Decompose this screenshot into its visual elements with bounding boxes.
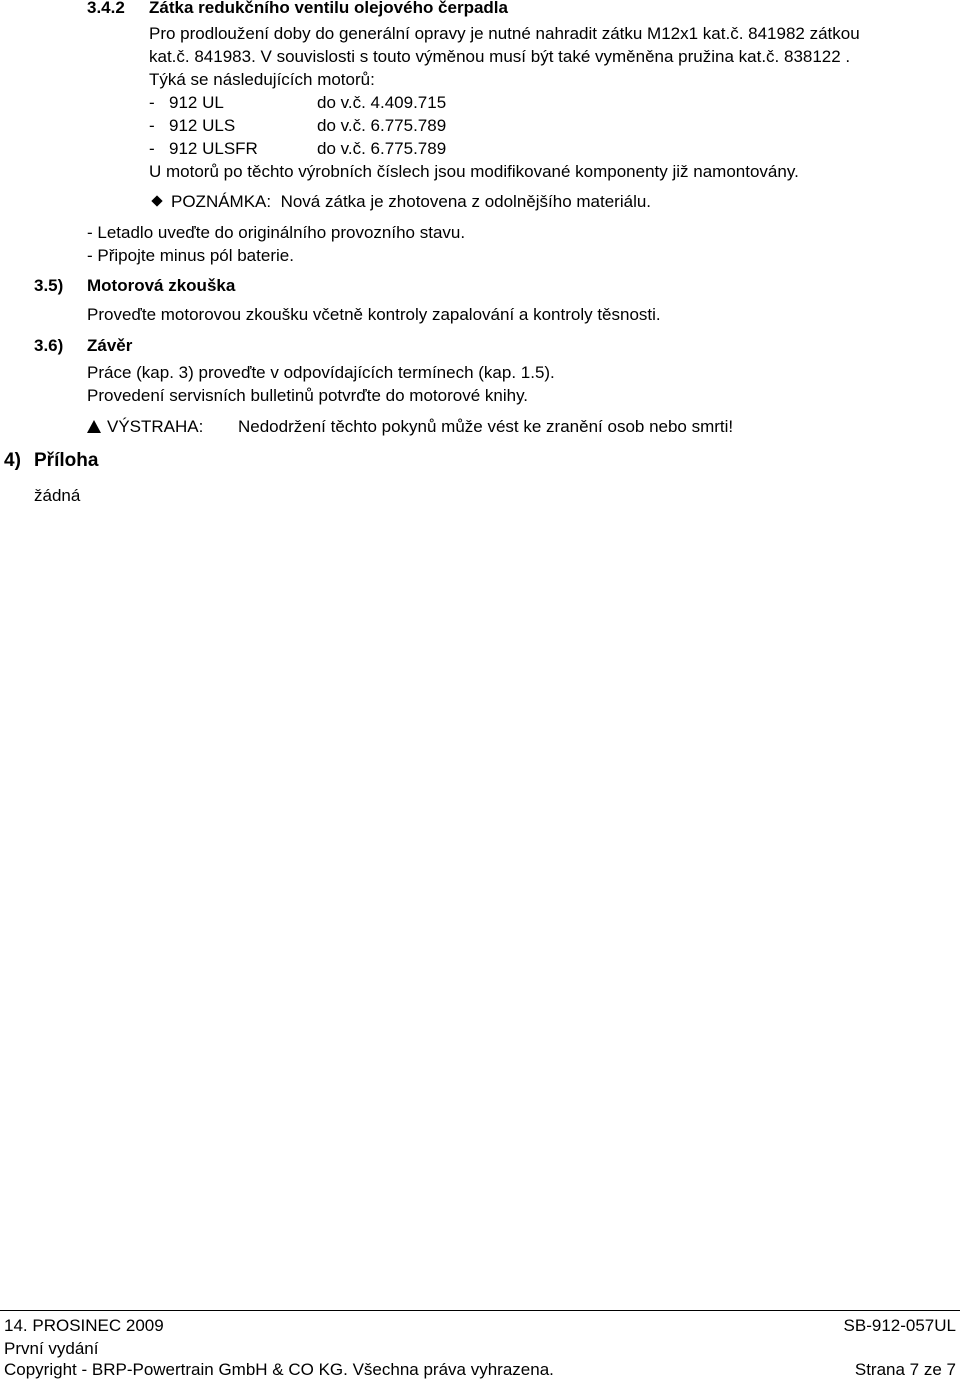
section-342-intro-line1: Pro prodloužení doby do generální opravy je nutné nahradit zátku M12x1 kat.č. 841982 zátkou — [149, 24, 860, 43]
engine-row — [149, 91, 446, 114]
affected-engines-heading: Týká se následujících motorů: — [149, 70, 375, 89]
engine-model: 912 ULSFR — [169, 139, 258, 158]
step-item: - Letadlo uveďte do originálního provozního stavu. — [87, 223, 466, 242]
engine-row — [149, 114, 446, 137]
footer-page-number: Strana 7 ze 7 — [854, 1360, 956, 1379]
note-label: POZNÁMKA: — [171, 192, 272, 211]
section-36-number: 3.6) — [34, 336, 64, 355]
section-342-title: Zátka redukčního ventilu olejového čerpadla — [149, 0, 508, 17]
warning-line — [87, 415, 203, 438]
footer-doc-id: SB-912-057UL — [843, 1316, 956, 1335]
engine-serial-limit: do v.č. 6.775.789 — [317, 116, 447, 135]
warning-triangle-icon — [87, 420, 101, 433]
footer-date: 14. PROSINEC 2009 — [4, 1316, 164, 1335]
step-item: - Připojte minus pól baterie. — [87, 246, 294, 265]
engine-model: 912 UL — [169, 93, 224, 112]
engine-row — [149, 137, 446, 160]
section-342-intro-line2: kat.č. 841983. V souvislosti s touto výměnou musí být také vyměněna pružina kat.č. 838122 . — [149, 47, 851, 66]
section-35-number: 3.5) — [34, 276, 64, 295]
section-4-title: Příloha — [34, 450, 99, 471]
footer-divider — [0, 1310, 960, 1311]
note-text: Nová zátka je zhotovena z odolnějšího materiálu. — [280, 192, 652, 211]
installed-note: U motorů po těchto výrobních číslech jsou modifikované komponenty již namontovány. — [149, 162, 799, 181]
warning-text: Nedodržení těchto pokynů může vést ke zranění osob nebo smrti! — [238, 417, 734, 436]
engine-dash: - — [149, 93, 155, 112]
section-36-line2: Provedení servisních bulletinů potvrďte do motorové knihy. — [87, 386, 529, 405]
diamond-bullet-icon — [151, 195, 162, 206]
engine-model: 912 ULS — [169, 116, 236, 135]
section-342-number: 3.4.2 — [87, 0, 125, 17]
note-line — [153, 190, 651, 213]
footer-copyright: Copyright - BRP-Powertrain GmbH & CO KG. Všechna práva vyhrazena. — [4, 1360, 554, 1379]
engine-serial-limit: do v.č. 4.409.715 — [317, 93, 447, 112]
engine-dash: - — [149, 139, 155, 158]
section-4-number: 4) — [4, 450, 21, 471]
warning-label: VÝSTRAHA: — [107, 417, 204, 436]
section-36-title: Závěr — [87, 336, 133, 355]
engine-dash: - — [149, 116, 155, 135]
section-36-line1: Práce (kap. 3) proveďte v odpovídajících termínech (kap. 1.5). — [87, 363, 555, 382]
footer-edition: První vydání — [4, 1339, 99, 1358]
section-35-text: Proveďte motorovou zkoušku včetně kontroly zapalování a kontroly těsnosti. — [87, 305, 661, 324]
section-35-title: Motorová zkouška — [87, 276, 236, 295]
section-4-text: žádná — [34, 486, 81, 505]
engine-serial-limit: do v.č. 6.775.789 — [317, 139, 447, 158]
